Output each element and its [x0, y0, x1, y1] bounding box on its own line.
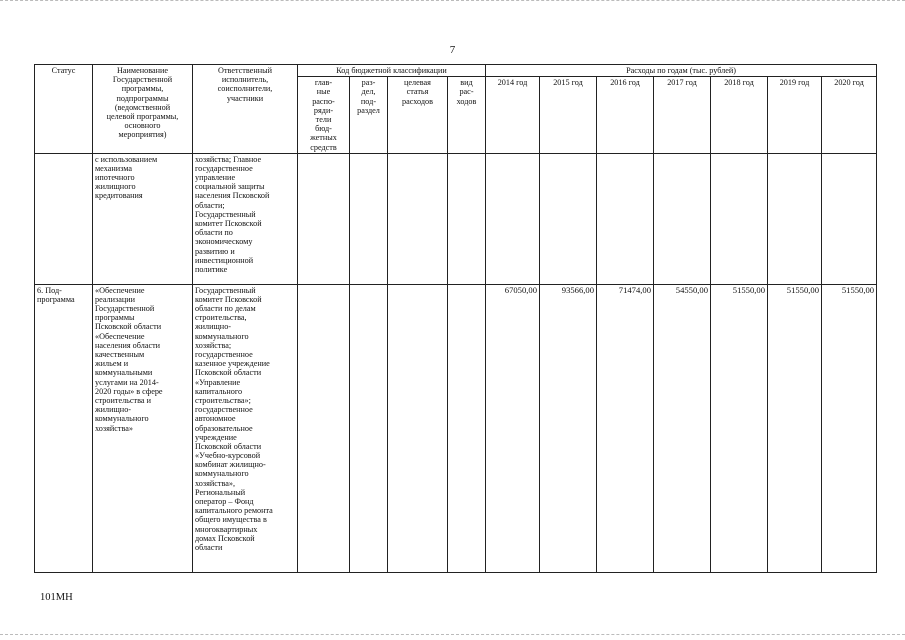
- value-cell: 67050,00: [486, 284, 540, 572]
- header-year-2018: 2018 год: [711, 77, 768, 154]
- value-cell: 71474,00: [597, 284, 654, 572]
- value-cell: [540, 153, 597, 284]
- header-name: Наименование Государственной программы, подпрограммы (ведомственной целевой программы, основного мероприятия): [93, 65, 193, 154]
- value-cell: 54550,00: [654, 284, 711, 572]
- header-status: Статус: [35, 65, 93, 154]
- header-year-2014: 2014 год: [486, 77, 540, 154]
- header-code-main-managers: глав- ные распо- ряди- тели бюд- жетных средств: [298, 77, 350, 154]
- header-responsible: Ответственный исполнитель, соисполнители, участники: [193, 65, 298, 154]
- table-row: [35, 153, 877, 284]
- value-cell: [597, 153, 654, 284]
- scan-edge-bottom: [0, 634, 905, 636]
- value-cell: [768, 153, 822, 284]
- value-cell: 51550,00: [768, 284, 822, 572]
- value-cell: [711, 153, 768, 284]
- code-cell: [350, 284, 388, 572]
- name-cell: «Обеспечение реализации Государственной программы Псковской области «Обеспечение населения области качественным жильем и коммунальными услугами на 2014- 2020 годы» в сфере строительства и жилищно- коммунального хозяйства»: [93, 284, 193, 572]
- header-year-2015: 2015 год: [540, 77, 597, 154]
- header-year-2017: 2017 год: [654, 77, 711, 154]
- code-cell: [388, 284, 448, 572]
- value-cell: 51550,00: [711, 284, 768, 572]
- code-cell: [298, 284, 350, 572]
- responsible-cell: Государственный комитет Псковской области по делам строительства, жилищно- коммунального хозяйства; государственное казенное учреждение Псковской области «Управление капитального строительства»; государственное автономное образовательное учреждение Псковской области «Учебно-курсовой комбинат жилищно- коммунального хозяйства», Региональный оператор – Фонд капитального ремонта общего имущества в многоквартирных домах Псковской области: [193, 284, 298, 572]
- status-cell: 6. Под- программа: [35, 284, 93, 572]
- footer-code: 101МН: [40, 592, 73, 603]
- budget-table: [34, 64, 877, 573]
- header-year-2016: 2016 год: [597, 77, 654, 154]
- header-year-2019: 2019 год: [768, 77, 822, 154]
- header-budget-codes: Код бюджетной классификации: [298, 65, 486, 77]
- scan-edge-top: [0, 0, 905, 2]
- header-row-top: [35, 65, 877, 77]
- code-cell: [448, 153, 486, 284]
- table-row: [35, 284, 877, 572]
- code-cell: [388, 153, 448, 284]
- name-cell: с использованием механизма ипотечного жилищного кредитования: [93, 153, 193, 284]
- page-number: 7: [449, 44, 456, 56]
- status-cell: [35, 153, 93, 284]
- header-expenses: Расходы по годам (тыс. рублей): [486, 65, 877, 77]
- value-cell: [486, 153, 540, 284]
- value-cell: 51550,00: [822, 284, 877, 572]
- header-year-2020: 2020 год: [822, 77, 877, 154]
- code-cell: [298, 153, 350, 284]
- code-cell: [448, 284, 486, 572]
- value-cell: [822, 153, 877, 284]
- header-code-expense-type: вид рас- ходов: [448, 77, 486, 154]
- code-cell: [350, 153, 388, 284]
- header-code-section: раз- дел, под- раздел: [350, 77, 388, 154]
- responsible-cell: хозяйства; Главное государственное управление социальной защиты населения Псковской области; Государственный комитет Псковской области по экономическому развитию и инвестиционной политике: [193, 153, 298, 284]
- value-cell: 93566,00: [540, 284, 597, 572]
- header-code-target-item: целевая статья расходов: [388, 77, 448, 154]
- value-cell: [654, 153, 711, 284]
